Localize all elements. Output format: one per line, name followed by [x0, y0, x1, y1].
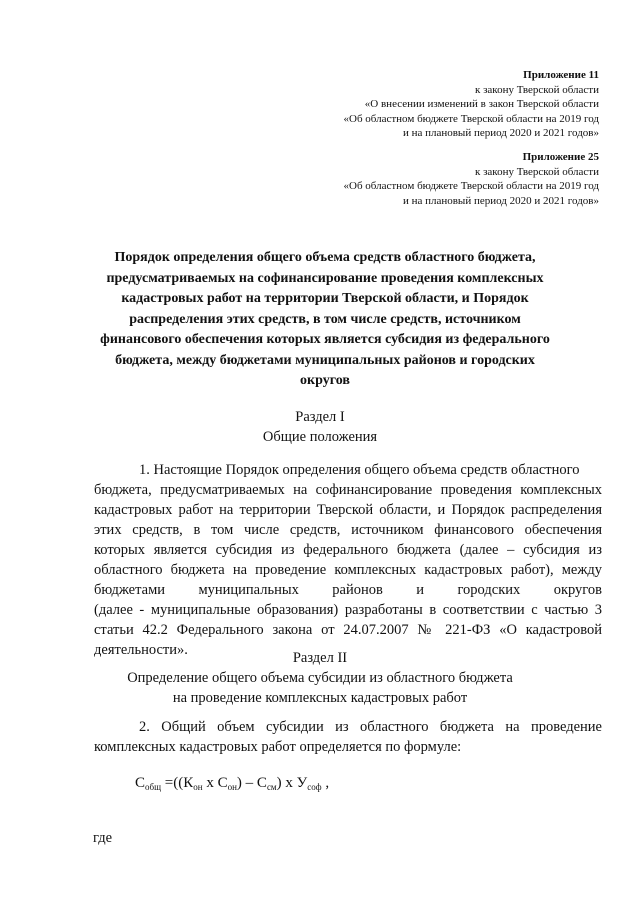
paragraph-line: областного бюджета на проведение комплексных кадастровых работ), между: [94, 562, 602, 578]
section-number: Раздел I: [295, 409, 345, 425]
section-name: Общие положения: [262, 429, 378, 445]
section-1-heading: [0, 407, 640, 447]
appendix-line: «Об областном бюджете Тверской области на 2019 год: [343, 180, 599, 192]
appendix-heading: Приложение 25: [522, 151, 599, 163]
appendix-line: к закону Тверской области: [474, 83, 599, 96]
formula-operator: х: [202, 775, 218, 791]
appendix-line: «О внесении изменений в закон Тверской области: [364, 98, 599, 110]
formula-symbol: С: [217, 775, 228, 791]
formula-operator: ) х: [276, 775, 297, 791]
section-number: Раздел II: [292, 650, 348, 666]
title-line: кадастровых работ на территории Тверской области, и Порядок: [121, 291, 529, 306]
paragraph-line: комплексных кадастровых работ определяется по формуле:: [94, 739, 462, 755]
formula-subscript: он: [227, 782, 237, 792]
section-name-line: на проведение комплексных кадастровых работ: [172, 690, 468, 706]
appendix-11-header: [344, 68, 600, 141]
paragraph-line: статьи 42.2 Федерального закона от 24.07.2007 № 221-ФЗ «О кадастровой: [94, 622, 602, 638]
formula-subscript: общ: [145, 782, 162, 792]
paragraph-line: бюджетами муниципальных районов и городских округов: [94, 582, 602, 598]
formula-subscript: соф: [307, 782, 322, 792]
title-line: округов: [300, 373, 350, 388]
appendix-line: «Об областном бюджете Тверской области на 2019 год: [343, 112, 599, 125]
paragraph-line: этих средств, в том числе средств, источником финансового обеспечения: [94, 522, 602, 538]
paragraph-line: кадастровых работ на территории Тверской области, и Порядок распределения: [94, 502, 602, 518]
formula-symbol: К: [183, 775, 194, 791]
appendix-25-header: [344, 150, 600, 208]
formula-operator: =((: [161, 775, 184, 791]
section-name-line: Определение общего объема субсидии из областного бюджета: [127, 670, 513, 686]
where-label: где: [93, 830, 113, 846]
title-line: предусматриваемых на софинансирование проведения комплексных: [106, 270, 544, 286]
appendix-line: к закону Тверской области: [474, 165, 599, 178]
title-line: Порядок определения общего объема средств областного бюджета,: [114, 250, 536, 265]
paragraph-2: [94, 717, 602, 757]
title-line: бюджета, между бюджетами муниципальных районов и городских: [115, 352, 535, 368]
title-line: финансового обеспечения которых является субсидия из федерального: [100, 332, 550, 347]
paragraph-line: (далее - муниципальные образования) разработаны в соответствии с частью 3: [94, 602, 602, 618]
appendix-line: и на плановый период 2020 и 2021 годов»: [402, 194, 599, 207]
document-title: [96, 248, 554, 392]
subsidy-formula: [135, 775, 329, 792]
title-line: распределения этих средств, в том числе средств, источником: [129, 311, 521, 327]
section-2-heading: [0, 648, 640, 708]
paragraph-line: бюджета, предусматриваемых на софинансирование проведения комплексных: [94, 482, 602, 498]
appendix-line: и на плановый период 2020 и 2021 годов»: [402, 127, 599, 139]
paragraph-line: деятельности».: [94, 642, 188, 658]
formula-operator: ) –: [236, 775, 257, 791]
appendix-heading: Приложение 11: [523, 69, 599, 81]
paragraph-line: 1. Настоящие Порядок определения общего объема средств областного: [139, 462, 580, 478]
formula-subscript: см: [266, 782, 277, 792]
paragraph-line: 2. Общий объем субсидии из областного бюджета на проведение: [139, 719, 602, 735]
formula-subscript: он: [193, 782, 203, 792]
formula-symbol: У: [296, 775, 308, 791]
paragraph-line: которых является субсидия из федерального бюджета (далее – субсидия из: [94, 542, 602, 558]
paragraph-1: [94, 460, 602, 660]
formula-symbol: С: [256, 775, 267, 791]
formula-symbol: С: [135, 775, 146, 791]
formula-operator: ,: [321, 775, 330, 791]
